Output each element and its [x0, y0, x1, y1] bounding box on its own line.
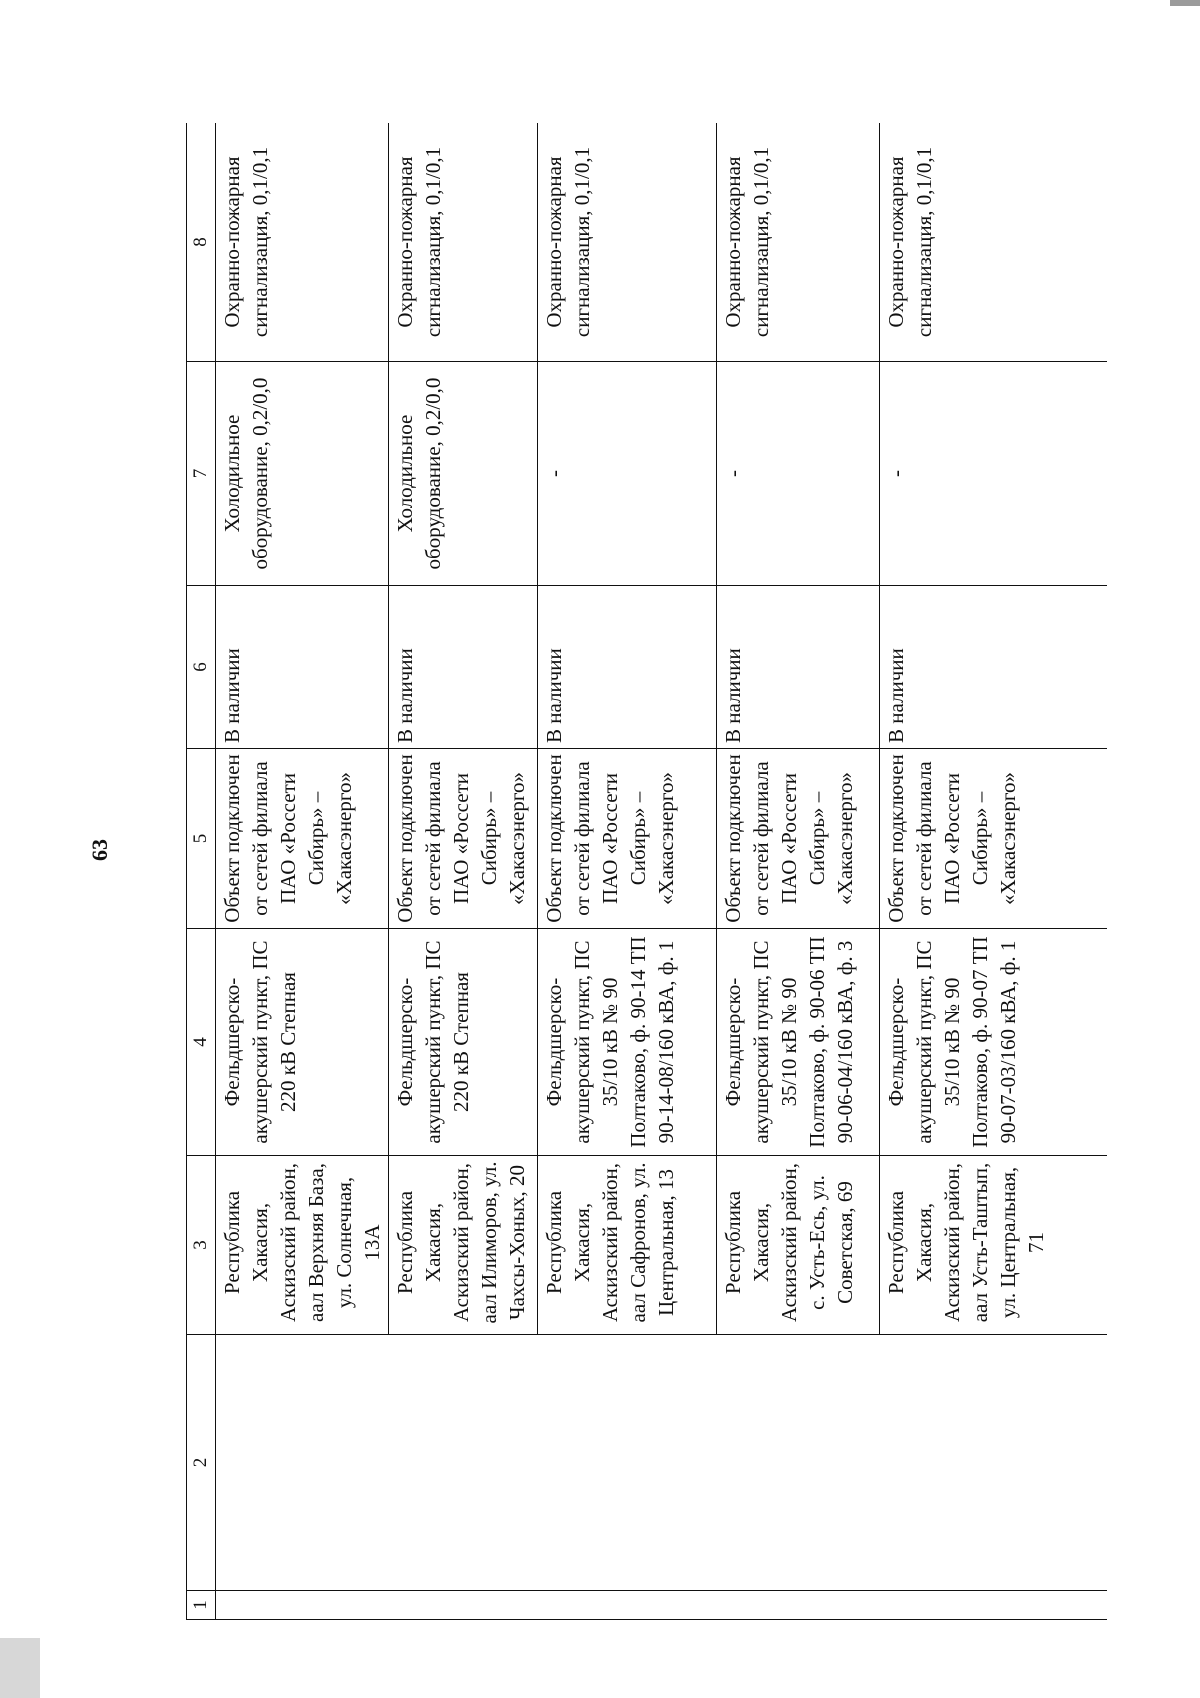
cell-availability: В наличии: [216, 586, 389, 749]
rotated-table-frame: [186, 123, 1107, 1620]
cell-availability: В наличии: [538, 586, 717, 749]
header-col-6: 6: [187, 586, 216, 749]
scan-corner-artifact: [0, 1638, 40, 1698]
cell-col-2: [538, 1335, 717, 1591]
cell-address: Республика Хакасия, Аскизский район, с. Усть-Есь, ул. Советская, 69: [717, 1156, 880, 1335]
cell-supply: Фельдшерско-акушерский пункт, ПС 220 кВ Степная: [216, 929, 389, 1156]
rotated-table-container: [186, 123, 1107, 1620]
cell-connection: Объект подключен от сетей филиала ПАО «Россети Сибирь» – «Хакасэнерго»: [389, 749, 538, 929]
cell-address: Республика Хакасия, Аскизский район, аал Усть-Таштып, ул. Центральная, 71: [880, 1156, 1108, 1335]
cell-refrigeration: -: [880, 362, 1108, 586]
cell-connection: Объект подключен от сетей филиала ПАО «Россети Сибирь» – «Хакасэнерго»: [880, 749, 1108, 929]
cell-address: Республика Хакасия, Аскизский район, аал Верхняя База, ул. Солнечная, 13А: [216, 1156, 389, 1335]
header-col-1: 1: [187, 1591, 216, 1620]
scan-edge-artifact: [1170, 0, 1200, 6]
cell-alarm: Охранно-пожарная сигнализация, 0,1/0,1: [717, 123, 880, 362]
page-number: 63: [87, 839, 112, 861]
cell-supply: Фельдшерско-акушерский пункт, ПС 35/10 кВ № 90 Полтаково, ф. 90-07 ТП 90-07-03/160 кВА, ф. 1: [880, 929, 1108, 1156]
header-col-5: 5: [187, 749, 216, 929]
cell-availability: В наличии: [389, 586, 538, 749]
cell-col-2: [389, 1335, 538, 1591]
cell-alarm: Охранно-пожарная сигнализация, 0,1/0,1: [216, 123, 389, 362]
table-row: [880, 123, 1108, 1620]
header-col-4: 4: [187, 929, 216, 1156]
table-row: [389, 123, 538, 1620]
table-row: [717, 123, 880, 1620]
cell-alarm: Охранно-пожарная сигнализация, 0,1/0,1: [389, 123, 538, 362]
table-row: [538, 123, 717, 1620]
header-col-3: 3: [187, 1156, 216, 1335]
cell-col-1: [880, 1591, 1108, 1620]
cell-availability: В наличии: [717, 586, 880, 749]
cell-address: Республика Хакасия, Аскизский район, аал Илиморов, ул. Чахсы-Хоных, 20: [389, 1156, 538, 1335]
cell-availability: В наличии: [880, 586, 1108, 749]
header-col-2: 2: [187, 1335, 216, 1591]
cell-supply: Фельдшерско-акушерский пункт, ПС 35/10 кВ № 90 Полтаково, ф. 90-06 ТП 90-06-04/160 кВА, ф. 3: [717, 929, 880, 1156]
cell-connection: Объект подключен от сетей филиала ПАО «Россети Сибирь» – «Хакасэнерго»: [538, 749, 717, 929]
header-row: [187, 123, 216, 1620]
facilities-table: [186, 123, 1107, 1620]
cell-col-2: [717, 1335, 880, 1591]
cell-refrigeration: -: [538, 362, 717, 586]
cell-col-1: [717, 1591, 880, 1620]
cell-refrigeration: Холодильное оборудование, 0,2/0,0: [389, 362, 538, 586]
cell-refrigeration: -: [717, 362, 880, 586]
header-col-8: 8: [187, 123, 216, 362]
cell-address: Республика Хакасия, Аскизский район, аал Сафронов, ул. Центральная, 13: [538, 1156, 717, 1335]
cell-alarm: Охранно-пожарная сигнализация, 0,1/0,1: [538, 123, 717, 362]
cell-col-1: [216, 1591, 389, 1620]
header-col-7: 7: [187, 362, 216, 586]
cell-col-2: [216, 1335, 389, 1591]
cell-refrigeration: Холодильное оборудование, 0,2/0,0: [216, 362, 389, 586]
cell-connection: Объект подключен от сетей филиала ПАО «Россети Сибирь» – «Хакасэнерго»: [717, 749, 880, 929]
cell-supply: Фельдшерско-акушерский пункт, ПС 35/10 кВ № 90 Полтаково, ф. 90-14 ТП 90-14-08/160 кВА, ф. 1: [538, 929, 717, 1156]
cell-col-2: [880, 1335, 1108, 1591]
cell-col-1: [538, 1591, 717, 1620]
cell-col-1: [389, 1591, 538, 1620]
cell-supply: Фельдшерско-акушерский пункт, ПС 220 кВ Степная: [389, 929, 538, 1156]
cell-alarm: Охранно-пожарная сигнализация, 0,1/0,1: [880, 123, 1108, 362]
cell-connection: Объект подключен от сетей филиала ПАО «Россети Сибирь» – «Хакасэнерго»: [216, 749, 389, 929]
table-row: [216, 123, 389, 1620]
